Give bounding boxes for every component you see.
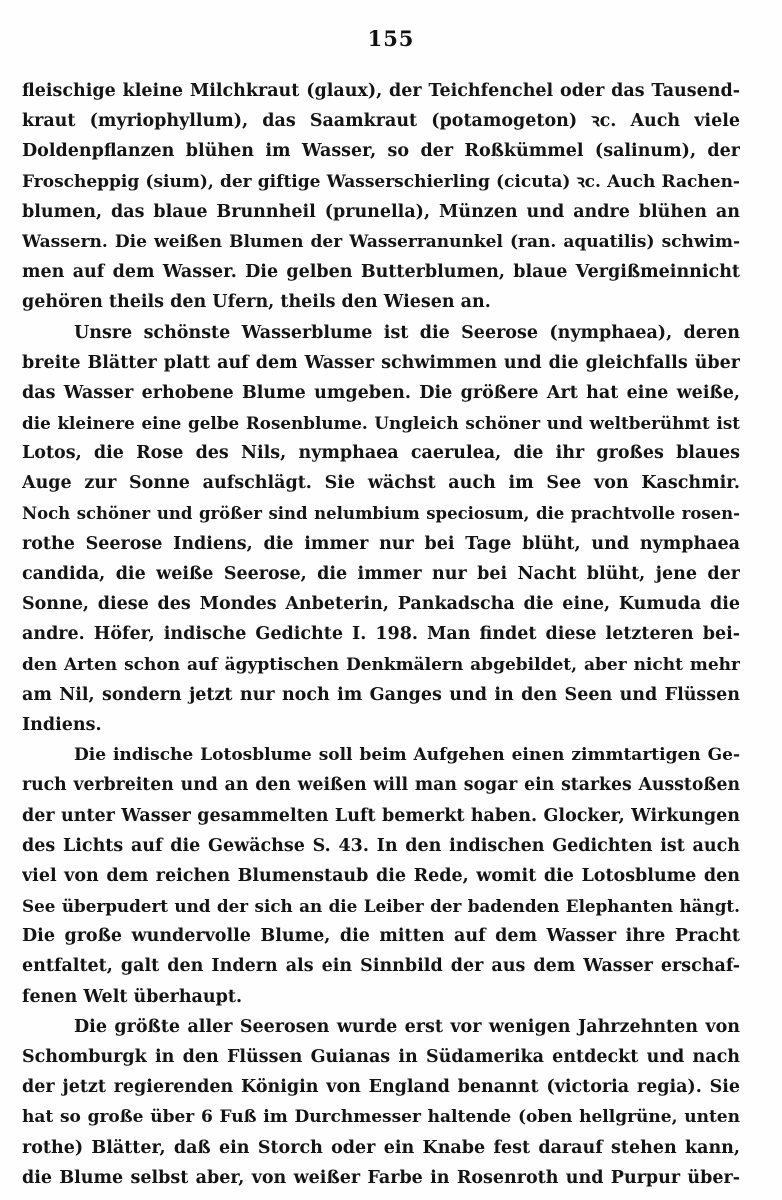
text-line: den Arten schon auf ägyptischen Denkmälern abgebildet, aber nicht mehr (22, 654, 740, 675)
text-line: gehören theils den Ufern, theils den Wiesen an. (22, 292, 491, 313)
text-line: men auf dem Wasser. Die gelben Butterblumen, blaue Vergißmeinnicht (22, 262, 740, 283)
text-line: der jetzt regierenden Königin von England benannt (victoria regia). Sie (22, 1077, 740, 1098)
text-line: der unter Wasser gesammelten Luft bemerkt haben. Glocker, Wirkungen (22, 805, 740, 826)
text-line: candida, die weiße Seerose, die immer nur bei Nacht blüht, jene der (22, 564, 740, 584)
text-line: am Nil, sondern jetzt nur noch im Ganges und in den Seen und Flüssen (22, 684, 740, 705)
text-line: Auge zur Sonne aufschlägt. Sie wächst auch im See von Kaschmir. (22, 473, 740, 494)
text-line: Doldenpflanzen blühen im Wasser, so der Roßkümmel (salinum), der (22, 141, 740, 162)
text-line: fenen Welt überhaupt. (22, 986, 243, 1007)
text-line: kraut (myriophyllum), das Saamkraut (potamogeton) ꝛc. Auch viele (22, 111, 740, 132)
text-line: andre. Höfer, indische Gedichte I. 198. Man findet diese letzteren bei- (22, 624, 740, 645)
text-line: viel von dem reichen Blumenstaub die Rede, womit die Lotosblume den (22, 865, 740, 886)
text-line: die kleinere eine gelbe Rosenblume. Ungleich schöner und weltberühmt ist (22, 413, 740, 434)
text-line: Unsre schönste Wasserblume ist die Seerose (nymphaea), deren (74, 322, 740, 343)
text-line: Indiens. (22, 714, 102, 735)
text-line: Die große wundervolle Blume, die mitten auf dem Wasser ihre Pracht (22, 926, 740, 947)
text-line: breite Blätter platt auf dem Wasser schwimmen und die gleichfalls über (22, 352, 740, 373)
text-line: die Blume selbst aber, von weißer Farbe in Rosenroth und Purpur über- (22, 1167, 740, 1188)
text-line: rothe) Blätter, daß ein Storch oder ein Knabe fest darauf stehen kann, (22, 1137, 740, 1158)
text-line: das Wasser erhobene Blume umgeben. Die größere Art hat eine weiße, (22, 382, 740, 403)
text-line: Lotos, die Rose des Nils, nymphaea caerulea, die ihr großes blaues (22, 443, 740, 464)
text-line: hat so große über 6 Fuß im Durchmesser haltende (oben hellgrüne, unten (22, 1107, 740, 1128)
text-line: Wassern. Die weißen Blumen der Wasserranunkel (ran. aquatilis) schwim- (22, 231, 740, 252)
text-line: Sonne, diese des Mondes Anbeterin, Pankadscha die eine, Kumuda die (22, 594, 740, 615)
page-number: 155 (367, 26, 415, 51)
text-line: Die größte aller Seerosen wurde erst vor wenigen Jahrzehnten von (74, 1016, 740, 1037)
text-line: Froscheppig (sium), der giftige Wasserschierling (cicuta) ꝛc. Auch Rachen- (22, 171, 740, 192)
text-line: ruch verbreiten und an den weißen will man sogar ein starkes Ausstoßen (22, 775, 740, 796)
text-line: blumen, das blaue Brunnheil (prunella), Münzen und andre blühen an (22, 201, 740, 222)
text-line: Schomburgk in den Flüssen Guianas in Südamerika entdeckt und nach (22, 1047, 740, 1067)
text-line: Die indische Lotosblume soll beim Aufgehen einen zimmtartigen Ge- (74, 745, 740, 766)
text-line: Noch schöner und größer sind nelumbium speciosum, die prachtvolle rosen- (22, 503, 740, 523)
text-line: entfaltet, galt den Indern als ein Sinnbild der aus dem Wasser erschaf- (22, 956, 740, 977)
text-line: See überpudert und der sich an die Leiber der badenden Elephanten hängt. (22, 896, 740, 917)
body-text (22, 76, 740, 1193)
text-line: des Lichts auf die Gewächse S. 43. In den indischen Gedichten ist auch (22, 835, 740, 856)
text-line: rothe Seerose Indiens, die immer nur bei Tage blüht, und nymphaea (22, 533, 740, 554)
text-line: fleischige kleine Milchkraut (glaux), der Teichfenchel oder das Tausend- (22, 81, 740, 101)
